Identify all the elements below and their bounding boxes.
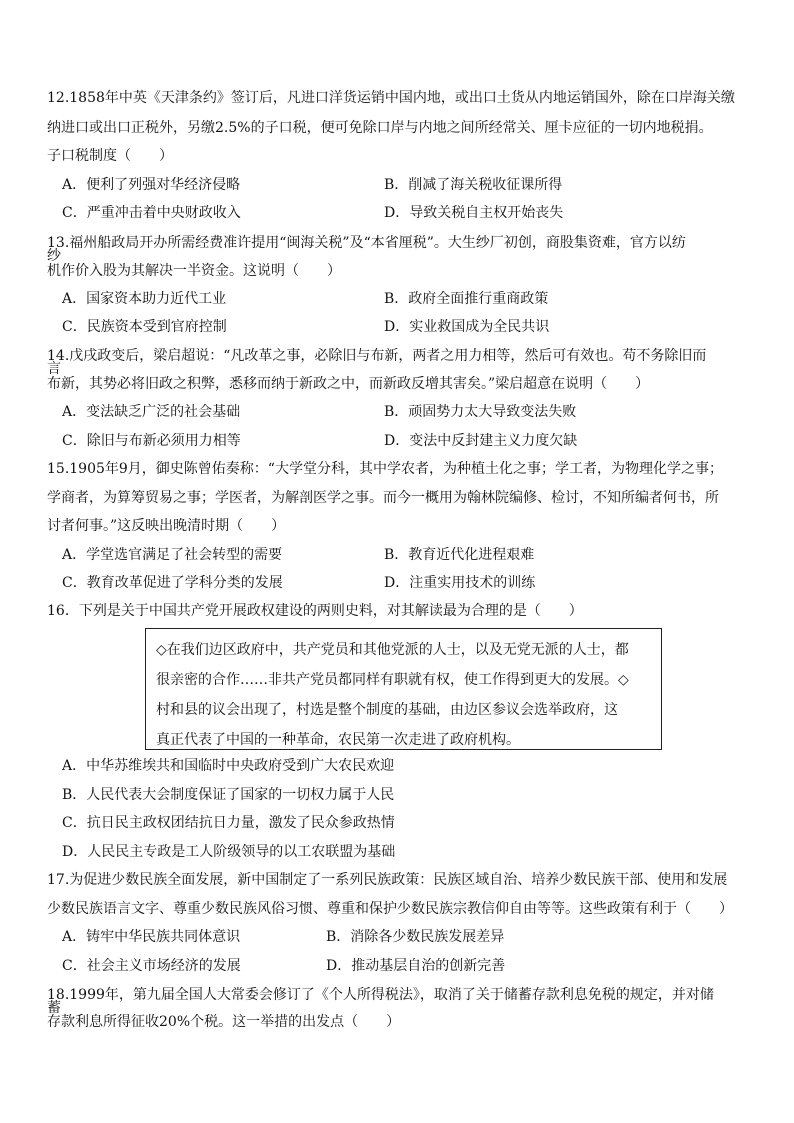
q13-stem-wrap-char: 纱	[47, 248, 61, 264]
q17-option-c[interactable]: C．社会主义市场经济的发展	[62, 958, 241, 974]
q12-option-c[interactable]: C．严重冲击着中央财政收入	[62, 205, 241, 221]
q17-option-a[interactable]: A．铸牢中华民族共同体意识	[62, 929, 241, 945]
q12-option-b[interactable]: B．削减了海关税收征课所得	[384, 177, 563, 193]
q16-source-line-1: ◇在我们边区政府中，共产党员和其他党派的人士，以及无党无派的人士，都	[156, 642, 629, 658]
q12-stem-line-2: 纳进口或出口正税外，另缴2.5%的子口税，便可免除口岸与内地之间所经常关、厘卡应征的一切内地税捐。	[47, 120, 713, 136]
q18-stem-line-1: 18.1999年，第九届全国人大常委会修订了《个人所得税法》，取消了关于储蓄存款利息免税的规定，并对储	[47, 987, 714, 1003]
q12-option-d[interactable]: D．导致关税自主权开始丧失	[384, 205, 564, 221]
q14-option-d[interactable]: D．变法中反封建主义力度欠缺	[384, 433, 578, 449]
q13-stem-line-1: 13.福州船政局开办所需经费准许提用“闽海关税”及“本省厘税”。大生纱厂初创，商股集资难，官方以纺	[47, 235, 686, 251]
q18-stem-line-2: 存款利息所得征收20%个税。这一举措的出发点（ ）	[47, 1014, 401, 1030]
q15-option-d[interactable]: D．注重实用技术的训练	[384, 575, 536, 591]
q14-stem-line-2: 布新，其势必将旧政之积弊，悉移而纳于新政之中，而新政反增其害矣。”梁启超意在说明（ ）	[47, 376, 650, 392]
q12-stem-line-3: 子口税制度（ ）	[47, 148, 173, 164]
q16-source-line-4: 真正代表了中国的一种革命，农民第一次走进了政府机构。	[156, 732, 520, 748]
q17-stem-line-1: 17.为促进少数民族全面发展，新中国制定了一系列民族政策：民族区域自治、培养少数民族干部、使用和发展	[47, 872, 728, 888]
q16-option-b[interactable]: B．人民代表大会制度保证了国家的一切权力属于人民	[62, 787, 395, 803]
q16-option-a[interactable]: A．中华苏维埃共和国临时中央政府受到广大农民欢迎	[62, 758, 395, 774]
q15-option-c[interactable]: C．教育改革促进了学科分类的发展	[62, 575, 283, 591]
q15-stem-line-1: 15.1905年9月，御史陈曾佑奏称：“大学堂分科，其中学农者，为种植土化之事；学工者，为物理化学之事；	[47, 461, 723, 477]
q17-stem-line-2: 少数民族语言文字、尊重少数民族风俗习惯、尊重和保护少数民族宗教信仰自由等等。这些政策有利于（ ）	[47, 901, 733, 917]
q15-option-b[interactable]: B．教育近代化进程艰难	[384, 547, 535, 563]
q16-source-line-2: 很亲密的合作……非共产党员都同样有职就有权，使工作得到更大的发展。◇	[156, 672, 629, 688]
q13-option-c[interactable]: C．民族资本受到官府控制	[62, 319, 227, 335]
q14-stem-wrap-char: 言	[47, 361, 61, 377]
q12-option-a[interactable]: A．便利了列强对华经济侵略	[62, 177, 241, 193]
q13-stem-line-2: 机作价入股为其解决一半资金。这说明（ ）	[47, 263, 341, 279]
q17-option-b[interactable]: B．消除各少数民族发展差异	[326, 929, 505, 945]
q14-stem-line-1: 14.戊戌政变后，梁启超说：“凡改革之事，必除旧与布新，两者之用力相等，然后可有效也。苟不务除旧而	[47, 348, 707, 364]
q16-source-box	[145, 628, 662, 750]
q13-option-a[interactable]: A．国家资本助力近代工业	[62, 291, 227, 307]
q14-option-b[interactable]: B．顽固势力太大导致变法失败	[384, 404, 577, 420]
q16-source-line-3: 村和县的议会出现了，村选是整个制度的基础，由边区参议会选举政府，这	[156, 702, 618, 718]
q14-option-c[interactable]: C．除旧与布新必须用力相等	[62, 433, 241, 449]
q14-option-a[interactable]: A．变法缺乏广泛的社会基础	[62, 404, 241, 420]
q16-option-d[interactable]: D．人民民主专政是工人阶级领导的以工农联盟为基础	[62, 844, 396, 860]
q17-option-d[interactable]: D．推动基层自治的创新完善	[326, 958, 506, 974]
q12-stem-line-1: 12.1858年中英《天津条约》签订后，凡进口洋货运销中国内地，或出口土货从内地运销国外，除在口岸海关缴	[47, 90, 735, 106]
q13-option-b[interactable]: B．政府全面推行重商政策	[384, 291, 549, 307]
q18-stem-wrap-char: 蓄	[47, 1000, 61, 1016]
q13-option-d[interactable]: D．实业救国成为全民共识	[384, 319, 550, 335]
q15-stem-line-2: 学商者，为算筹贸易之事；学医者，为解剖医学之事。而今一概用为翰林院编修、检讨，不知所编者何书，所	[47, 490, 719, 506]
q15-option-a[interactable]: A．学堂选官满足了社会转型的需要	[62, 547, 283, 563]
q16-option-c[interactable]: C．抗日民主政权团结抗日力量，激发了民众参政热情	[62, 815, 395, 831]
q16-stem: 16．下列是关于中国共产党开展政权建设的两则史料，对其解读最为合理的是（ ）	[47, 603, 583, 619]
q15-stem-line-3: 讨者何事。”这反映出晚清时期（ ）	[47, 518, 286, 534]
